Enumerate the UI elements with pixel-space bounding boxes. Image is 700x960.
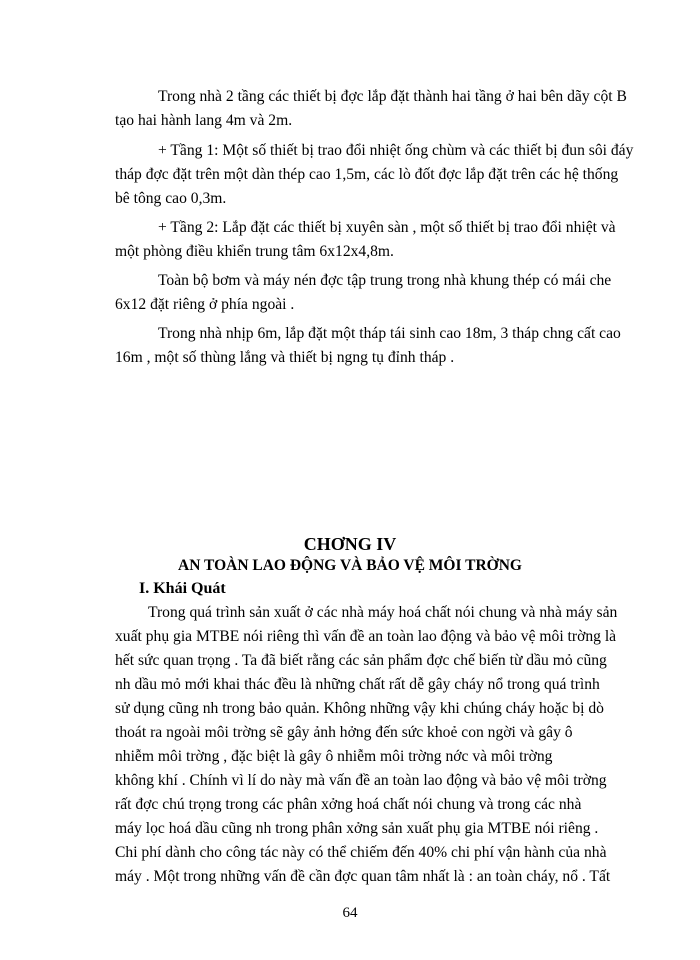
chapter-number: CHƠNG IV xyxy=(303,534,397,554)
text-line: 16m , một số thùng lắng và thiết bị ngng tụ đỉnh tháp . xyxy=(115,349,455,366)
text-line: Toàn bộ bơm và máy nén đợc tập trung trong nhà khung thép có mái che xyxy=(158,272,612,289)
text-line: bê tông cao 0,3m. xyxy=(115,190,227,207)
text-line: tạo hai hành lang 4m và 2m. xyxy=(115,112,293,129)
text-line: không khí . Chính vì lí do này mà vấn đề an toàn lao động và bảo vệ môi trờng xyxy=(115,772,607,789)
text-line: Trong quá trình sản xuất ở các nhà máy hoá chất nói chung và nhà máy sản xyxy=(148,604,618,621)
text-line: máy . Một trong những vấn đề cần đợc quan tâm nhất là : an toàn cháy, nổ . Tất xyxy=(115,868,611,885)
page-number: 64 xyxy=(342,905,358,921)
section-heading: I. Khái Quát xyxy=(139,580,226,597)
text-line: rất đợc chú trọng trong các phân xởng hoá chất nói chung và trong các nhà xyxy=(115,796,582,813)
text-line: máy lọc hoá dầu cũng nh trong phân xởng sản xuất phụ gia MTBE nói riêng . xyxy=(115,820,599,837)
text-line: thoát ra ngoài môi trờng sẽ gây ảnh hởng đến sức khoẻ con ngời và gây ô xyxy=(115,724,573,741)
text-line: + Tầng 1: Một số thiết bị trao đổi nhiệt ống chùm và các thiết bị đun sôi đáy xyxy=(158,142,634,159)
text-line: Trong nhà nhịp 6m, lắp đặt một tháp tái sinh cao 18m, 3 tháp chng cất cao xyxy=(158,325,621,342)
text-line: + Tầng 2: Lắp đặt các thiết bị xuyên sàn , một số thiết bị trao đổi nhiệt và xyxy=(158,219,616,236)
text-line: Chi phí dành cho công tác này có thể chiếm đến 40% chi phí vận hành của nhà xyxy=(115,844,607,861)
text-line: nh dầu mỏ mới khai thác đều là những chất rất dễ gây cháy nổ trong quá trình xyxy=(115,676,600,693)
text-line: 6x12 đặt riêng ở phía ngoài . xyxy=(115,296,295,313)
chapter-title: AN TOÀN LAO ĐỘNG VÀ BẢO VỆ MÔI TRỜNG xyxy=(178,557,522,574)
text-line: một phòng điều khiển trung tâm 6x12x4,8m. xyxy=(115,243,394,260)
text-line: xuất phụ gia MTBE nói riêng thì vấn đề an toàn lao động và bảo vệ môi trờng là xyxy=(115,628,617,645)
text-line: sử dụng cũng nh trong bảo quản. Không những vậy khi chúng cháy hoặc bị dò xyxy=(115,700,604,717)
text-line: hết sức quan trọng . Ta đã biết rằng các sản phẩm đợc chế biến từ dầu mỏ cũng xyxy=(115,652,607,669)
text-line: nhiễm môi trờng , đặc biệt là gây ô nhiễm môi trờng nớc và môi trờng xyxy=(115,748,553,765)
text-line: Trong nhà 2 tầng các thiết bị đợc lắp đặt thành hai tầng ở hai bên dãy cột B xyxy=(158,88,627,105)
text-line: tháp đợc đặt trên một dàn thép cao 1,5m, các lò đốt đợc lắp đặt trên các hệ thống xyxy=(115,166,619,183)
